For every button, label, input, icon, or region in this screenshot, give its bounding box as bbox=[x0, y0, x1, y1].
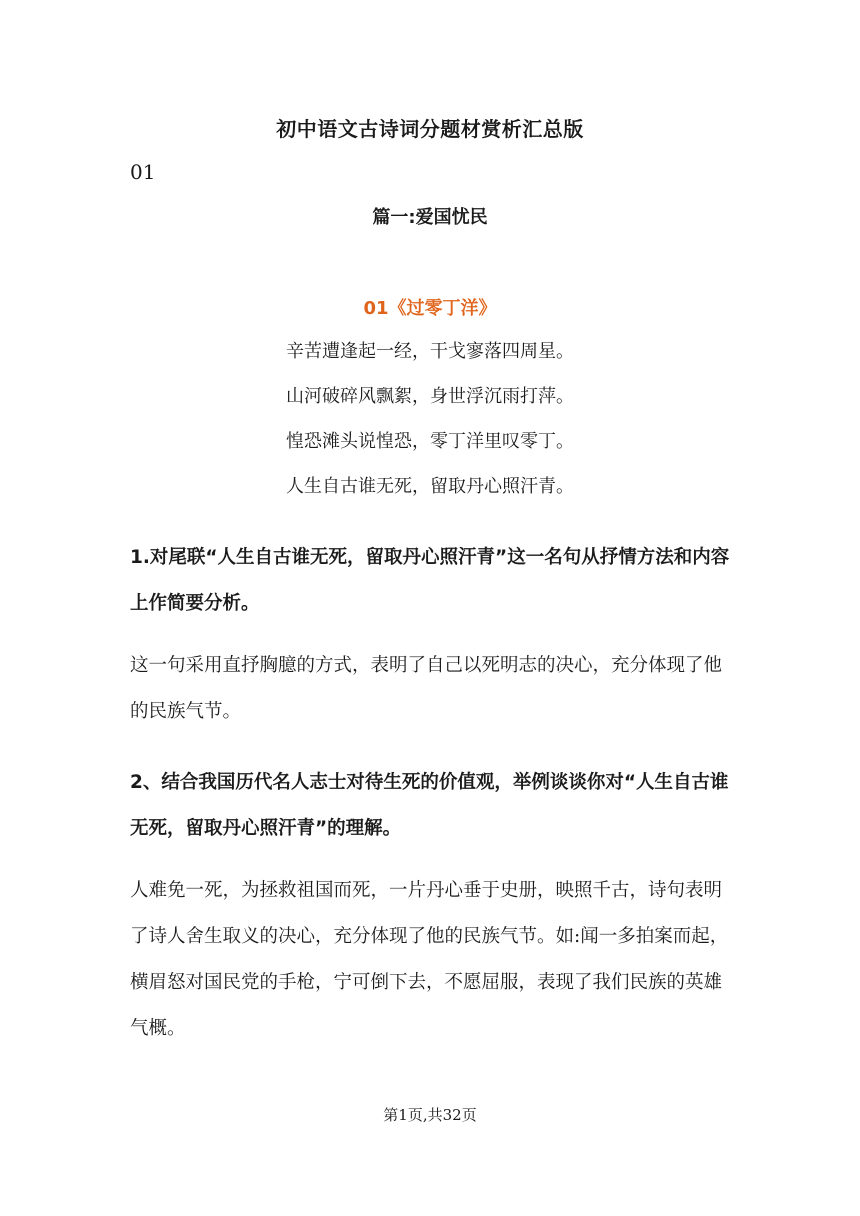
answer-1: 这一句采用直抒胸臆的方式，表明了自己以死明志的决心，充分体现了他的民族气节。 bbox=[130, 655, 723, 722]
poem-line: 山河破碎风飘絮，身世浮沉雨打萍。 bbox=[286, 386, 574, 407]
poem-line: 惶恐滩头说惶恐，零丁洋里叹零丁。 bbox=[286, 431, 574, 452]
poem-body bbox=[0, 339, 860, 519]
document-title: 初中语文古诗词分题材赏析汇总版 bbox=[276, 117, 584, 141]
section-number: 01 bbox=[130, 160, 156, 184]
poem-line: 辛苦遭逢起一经，干戈寥落四周星。 bbox=[286, 341, 574, 362]
question-1: 1.对尾联“人生自古谁无死，留取丹心照汗青”这一名句从抒情方法和内容上作简要分析。 bbox=[130, 547, 730, 614]
page-footer: 第1页,共32页 bbox=[383, 1106, 477, 1124]
part-title: 篇一:爱国忧民 bbox=[372, 207, 488, 228]
poem-line: 人生自古谁无死，留取丹心照汗青。 bbox=[286, 476, 574, 497]
question-2: 2、结合我国历代名人志士对待生死的价值观，举例谈谈你对“人生自古谁无死，留取丹心照汗青”的理解。 bbox=[130, 772, 729, 839]
poem-title: 01《过零丁洋》 bbox=[363, 298, 497, 319]
answer-2: 人难免一死，为拯救祖国而死，一片丹心垂于史册，映照千古，诗句表明了诗人舍生取义的决心，充分体现了他的民族气节。如:闻一多拍案而起，横眉怒对国民党的手枪，宁可倒下去，不愿屈服，表现了我们民族的英雄气概。 bbox=[130, 880, 729, 1039]
